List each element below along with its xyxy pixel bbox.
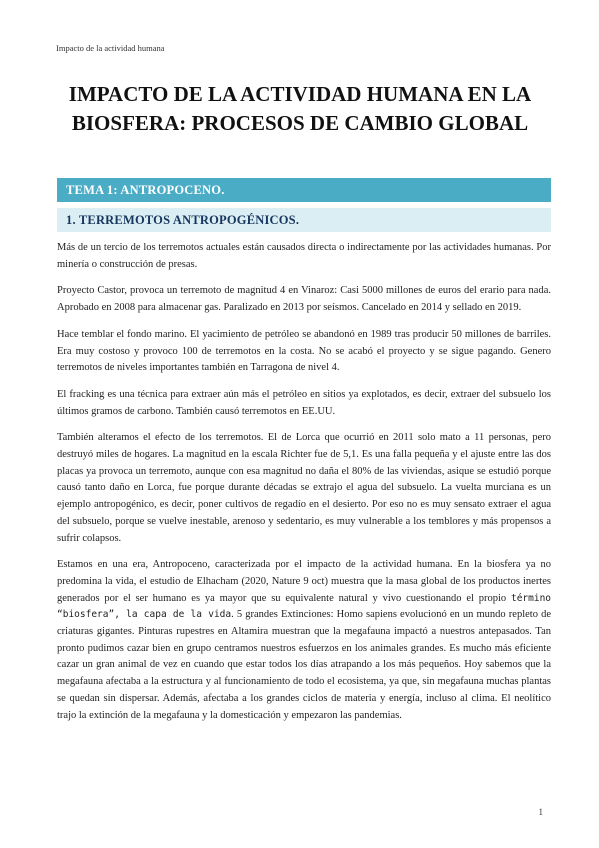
handwritten-annotation: término “biosfera”, la capa de la vida	[57, 592, 552, 621]
paragraph-part: Estamos en una era, Antropoceno, caracterizada por el impacto de la actividad humana. En la biosfera ya no predomina la vida, el estudio de Elhacham (2020, Nature 9 oct) muestra que la masa global de los productos inertes generados por el ser humano es ya mayor que su equivalente natural y vivo cuestionando el propio	[57, 559, 551, 604]
body-text	[57, 240, 551, 734]
paragraph: También alteramos el efecto de los terremotos. El de Lorca que ocurrió en 2011 solo mato a 11 personas, pero destruyó miles de hogares. La magnitud en la escala Richter fue de 5,1. Es una falla pequeña y el ajuste entre las dos placas ya provoca un terremoto, aunque con esa magnitud no daña el 80% de las viviendas, asique se estudió porque causó tanto daño en Lorca, fue porque durante décadas se extrajo el agua del subsuelo. La vuelta murciana es un ejemplo antropogénico, es decir, poner cultivos de regadío en el desierto. Por eso no es muy sensato extraer el agua del subsuelo, porque se vuelve inestable, arenoso y sedentario, es muy vulnerable a los temblores y más propensos a sufrir colapsos.	[57, 432, 551, 544]
paragraph-part: . 5 grandes Extinciones: Homo sapiens evolucionó en un mundo repleto de criaturas gigantes. Pinturas rupestres en Altamira muestran que la megafauna impactó a nuestros antepasados. Tan pronto pudimos cazar bien en grupo centramos nuestros esfuerzos en los animales grandes. Es mucho más eficiente cazar un gran animal de vez en cuando que estar todos los días atrapando a los más pequeños. Hoy sabemos que la megafauna afectaba a la estructura y al funcionamiento de todo el ecosistema, ya que, sin megafauna muchas plantas se quedan sin dispersar. Además, afectaba a los grandes ciclos de materia y energía, incluso al clima. El neolítico trajo la extinción de la megafauna y la domesticación y empezaron las pandemias.	[57, 609, 551, 721]
paragraph: Proyecto Castor, provoca un terremoto de magnitud 4 en Vinaroz: Casi 5000 millones de euros del erario para nada. Aprobado en 2008 para almacenar gas. Paralizado en 2013 por seísmos. Cancelado en 2014 y sellado en 2019.	[57, 285, 551, 314]
document-title: IMPACTO DE LA ACTIVIDAD HUMANA EN LA BIOSFERA: PROCESOS DE CAMBIO GLOBAL	[68, 82, 532, 135]
page-number: 1	[538, 807, 543, 817]
running-header: Impacto de la actividad humana	[56, 43, 165, 53]
paragraph-antropoceno	[57, 557, 551, 724]
paragraph: Hace temblar el fondo marino. El yacimiento de petróleo se abandonó en 1989 tras producir 50 millones de barriles. Era muy costoso y provoco 100 de terremotos en la costa. No se acabó el proyecto y se sigue pagando. Genero terremotos de niveles importantes también en Tarragona de nivel 4.	[57, 328, 551, 374]
paragraph: Más de un tercio de los terremotos actuales están causados directa o indirectamente por las actividades humanas. Por minería o construcción de presas.	[57, 242, 551, 270]
paragraph: El fracking es una técnica para extraer aún más el petróleo en sitios ya explotados, es decir, extraer del subsuelo los últimos gramos de carbono. También causó terremotos en EE.UU.	[57, 388, 551, 417]
tema-heading: TEMA 1: ANTROPOCENO.	[57, 178, 551, 202]
section-heading: 1. TERREMOTOS ANTROPOGÉNICOS.	[57, 208, 551, 232]
